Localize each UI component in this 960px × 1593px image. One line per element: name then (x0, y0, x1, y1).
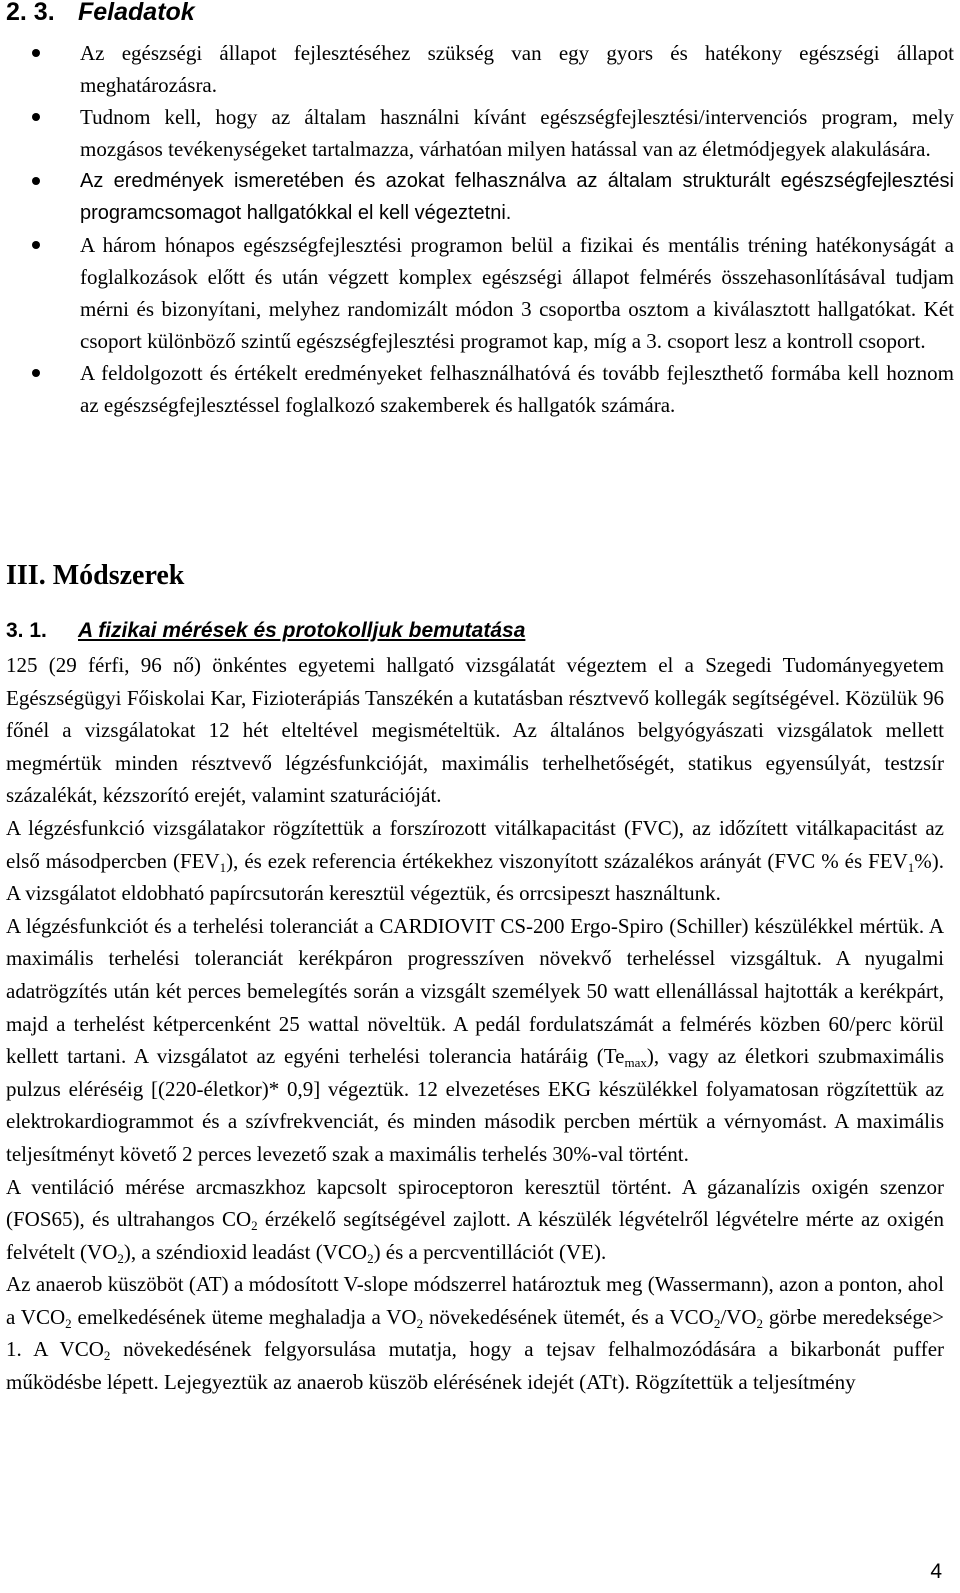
subsection-heading (6, 617, 525, 645)
body-text (6, 649, 944, 1399)
task-text: Az eredmények ismeretében és azokat felhasználva az általam strukturált egészségfejlesztési programcsomagot hallgatókkal el kell végeztetni. (80, 170, 954, 224)
text-run: ) és a percventillációt (VE). (373, 1239, 607, 1264)
text-run: érzékelő segítségével zajlott. A készülék légvételről légvételre mérte az oxigén felvételt (VO (6, 1207, 944, 1264)
list-item (0, 101, 960, 165)
text-run: ), és ezek referencia értékekhez viszonyított százalékos arányát (FVC % és FEV (226, 848, 908, 873)
subscript: 2 (117, 1250, 124, 1266)
task-list (0, 37, 960, 421)
paragraph (6, 1268, 944, 1398)
subscript: 2 (103, 1348, 111, 1364)
text-run: Az anaerob küszöböt (AT) a módosított V-slope módszerrel határoztuk meg (Wassermann), azon a ponton, ahol a VCO (6, 1272, 944, 1329)
text-run: ), vagy az életkori szubmaximális pulzus eléréséig [(220-életkor)* 0,9] végeztük. 12 elvezetéses EKG készülékkel folyamatosan rögzítettük az elektrokardiogrammot és a szívfrekvenciát, és minden második percben mértük a vérnyomást. A maximális teljesítményt követő 2 perces levezető szak a maximális terhelés 30%-val történt. (6, 1044, 944, 1166)
subscript: 1 (907, 859, 915, 875)
page-number: 4 (930, 1560, 942, 1583)
subscript: 1 (219, 859, 227, 875)
text-run: A légzésfunkció vizsgálatakor rögzítettük a forszírozott vitálkapacitást (FVC), az időzített vitálkapacitást az első másodpercben (FEV (6, 815, 944, 873)
list-item (0, 37, 960, 101)
bullet-icon (32, 49, 40, 57)
text-run: 125 (29 férfi, 96 nő) önkéntes egyetemi hallgató vizsgálatát végeztem el a Szegedi Tudományegyetem Egészségügyi Főiskolai Kar, Fizioterápiás Tanszékén a kutatásban résztvevő kollegák segítségével. Közülük 96 főnél a vizsgálatokat 12 hét elteltével megismételtük. Az általános belgyógyászati vizsgálatok mellett megmértük minden résztvevő légzésfunkcióját, maximális terhelhetőségét, statikus egyensúlyát, testzsír százalékát, kézszorító erejét, valamint szaturációját. (6, 653, 944, 808)
subscript: 2 (65, 1315, 72, 1331)
text-run: A légzésfunkciót és a terhelési toleranciát a CARDIOVIT CS-200 Ergo-Spiro (Schiller) készülékkel mértük. A maximális terhelési toleranciát kerékpáron progresszíven növekvő terheléssel vizsgáltuk. A nyugalmi adatrögzítés után két perces bemelegítés során a vizsgált személyek 50 watt ellenállással hajtották a kerékpárt, majd a terhelést kétpercenként 25 wattal növeltük. A pedál fordulatszámát a felmérés közben 60/perc körül kellett tartani. A vizsgálatot az egyéni terhelési tolerancia határáig (Te (6, 913, 944, 1069)
chapter-heading: III. Módszerek (6, 560, 185, 591)
task-text: Tudnom kell, hogy az általam használni kívánt egészségfejlesztési/intervenciós program, mely mozgásos tevékenységeket tartalmazza, várhatóan milyen hatással van az életmódjegyek alakulására. (80, 105, 954, 161)
bullet-icon (32, 369, 40, 377)
subscript: max (624, 1055, 647, 1071)
task-text: A három hónapos egészségfejlesztési programon belül a fizikai és mentális tréning hatékonyságát a foglalkozások előtt és után végzett komplex egészségi állapot felmérés összehasonlításával tudjam mérni és bizonyítani, melyhez randomizált módon 3 csoportba osztom a kiválasztott hallgatókat. Két csoport különböző szintű egészségfejlesztési programot kap, míg a 3. csoport lesz a kontroll csoport. (80, 233, 954, 353)
text-run: emelkedésének üteme meghaladja a VO (71, 1304, 417, 1329)
text-run: A ventiláció mérése arcmaszkhoz kapcsolt spiroceptoron keresztül történt. A gázanalízis oxigén szenzor (FOS65), és ultrahangos CO (6, 1174, 944, 1232)
list-item (0, 229, 960, 357)
text-run: növekedésének felgyorsulása mutatja, hogy a tejsav felhalmozódására a bikarbonát puffer működésbe lépett. Lejegyeztük az anaerob küszöb elérésének idejét (ATt). Rögzítettük a teljesítmény (6, 1337, 945, 1395)
bullet-icon (32, 241, 40, 249)
text-run: /VO (720, 1304, 757, 1329)
paragraph (6, 812, 944, 910)
subscript: 2 (756, 1315, 764, 1331)
subscript: 2 (713, 1315, 721, 1331)
section-heading (6, 0, 195, 27)
subsection-number: 3. 1. (6, 619, 47, 642)
subsection-title: A fizikai mérések és protokolljuk bemutatása (78, 619, 526, 642)
text-run: %). A vizsgálatot eldobható papírcsutorán keresztül végeztük, és orrcsipeszt használtunk. (6, 848, 944, 906)
list-item (0, 165, 960, 229)
subscript: 2 (251, 1218, 258, 1234)
subscript: 2 (416, 1315, 424, 1331)
paragraph (6, 910, 944, 1171)
bullet-icon (32, 177, 40, 185)
subscript: 2 (367, 1250, 374, 1266)
bullet-icon (32, 113, 40, 121)
task-text: Az egészségi állapot fejlesztéséhez szükség van egy gyors és hatékony egészségi állapot meghatározásra. (80, 41, 954, 97)
text-run: görbe meredeksége> 1. A VCO (6, 1304, 944, 1362)
text-run: növekedésének ütemét, és a VCO (423, 1304, 714, 1329)
section-title: Feladatok (78, 0, 195, 26)
paragraph (6, 649, 944, 812)
text-run: ), a széndioxid leadást (VCO (123, 1239, 368, 1264)
paragraph (6, 1171, 944, 1269)
task-text: A feldolgozott és értékelt eredményeket felhasználhatóvá és tovább fejleszthető formába kell hoznom az egészségfejlesztéssel foglalkozó szakemberek és hallgatók számára. (80, 361, 954, 417)
section-number: 2. 3. (6, 0, 55, 26)
list-item (0, 357, 960, 421)
